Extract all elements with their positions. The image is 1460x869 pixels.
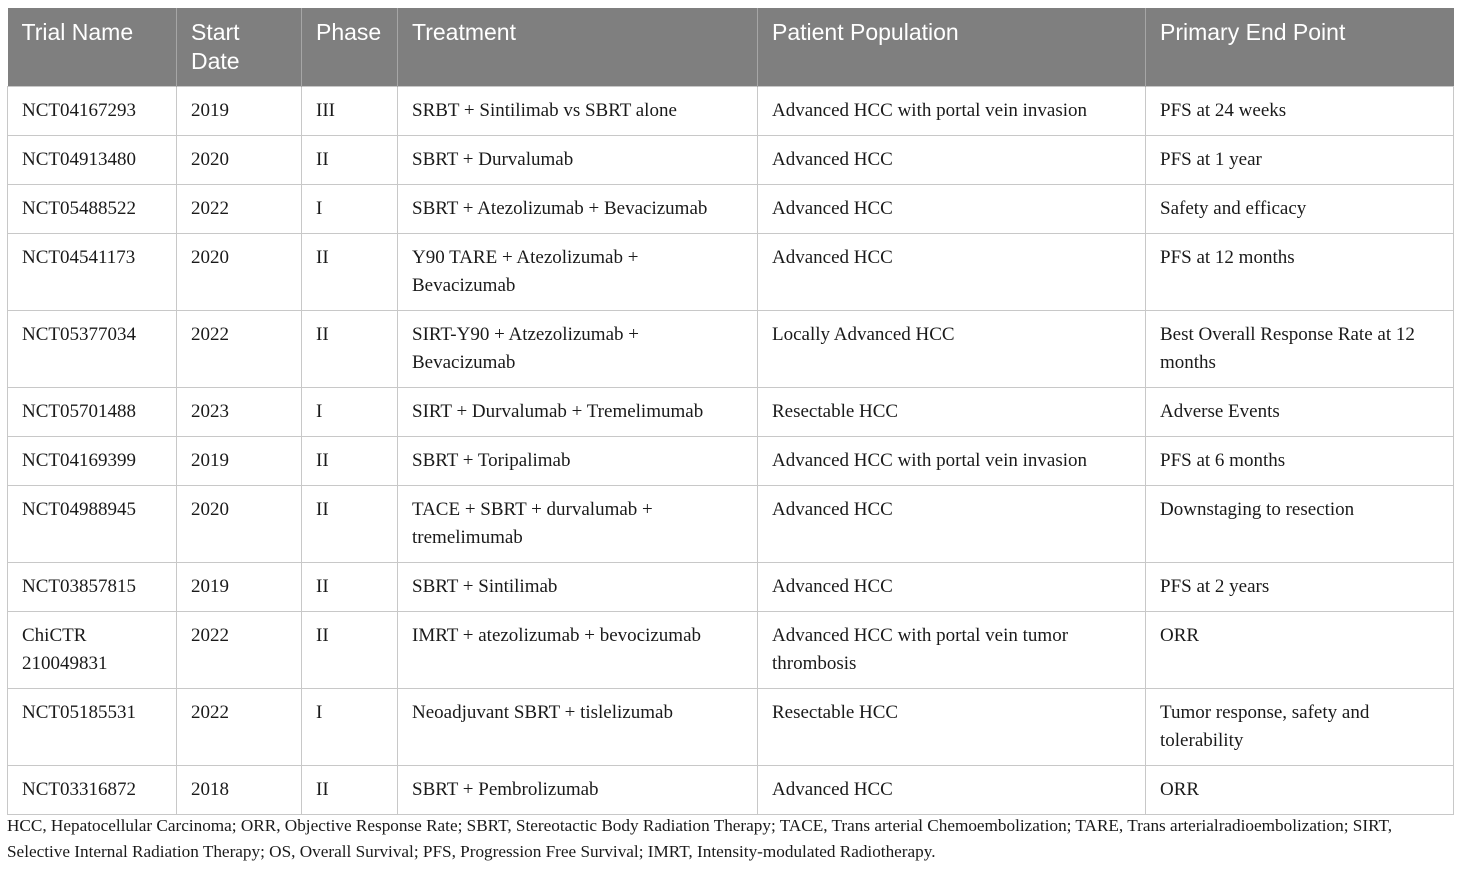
cell-trial-name: NCT04913480 — [8, 136, 177, 185]
cell-patient-population: Resectable HCC — [758, 689, 1146, 766]
cell-patient-population: Resectable HCC — [758, 388, 1146, 437]
header-row — [8, 8, 1454, 87]
table-row — [8, 486, 1454, 563]
table-row — [8, 437, 1454, 486]
cell-primary-end-point: PFS at 1 year — [1146, 136, 1454, 185]
header-phase: Phase — [302, 8, 398, 87]
cell-patient-population: Advanced HCC with portal vein invasion — [758, 437, 1146, 486]
cell-treatment: Y90 TARE + Atezolizumab + Bevacizumab — [398, 234, 758, 311]
cell-treatment: SIRT + Durvalumab + Tremelimumab — [398, 388, 758, 437]
cell-primary-end-point: Tumor response, safety and tolerability — [1146, 689, 1454, 766]
cell-start-date: 2022 — [177, 689, 302, 766]
table-row — [8, 563, 1454, 612]
header-treatment: Treatment — [398, 8, 758, 87]
cell-phase: II — [302, 136, 398, 185]
cell-patient-population: Advanced HCC with portal vein invasion — [758, 87, 1146, 136]
trials-table — [7, 8, 1454, 815]
cell-phase: II — [302, 612, 398, 689]
header-primary-end-point: Primary End Point — [1146, 8, 1454, 87]
cell-primary-end-point: Best Overall Response Rate at 12 months — [1146, 311, 1454, 388]
cell-treatment: SBRT + Atezolizumab + Bevacizumab — [398, 185, 758, 234]
table-row — [8, 185, 1454, 234]
cell-trial-name: NCT03316872 — [8, 766, 177, 815]
table-row — [8, 136, 1454, 185]
cell-trial-name: NCT05488522 — [8, 185, 177, 234]
table-row — [8, 311, 1454, 388]
cell-trial-name: NCT04988945 — [8, 486, 177, 563]
cell-treatment: SIRT-Y90 + Atzezolizumab + Bevacizumab — [398, 311, 758, 388]
cell-start-date: 2019 — [177, 87, 302, 136]
cell-phase: I — [302, 689, 398, 766]
table-row — [8, 87, 1454, 136]
cell-primary-end-point: Adverse Events — [1146, 388, 1454, 437]
cell-start-date: 2022 — [177, 185, 302, 234]
cell-primary-end-point: PFS at 12 months — [1146, 234, 1454, 311]
cell-phase: I — [302, 185, 398, 234]
header-trial-name: Trial Name — [8, 8, 177, 87]
cell-start-date: 2022 — [177, 612, 302, 689]
trials-table-container — [7, 8, 1453, 815]
cell-trial-name: ChiCTR 210049831 — [8, 612, 177, 689]
cell-primary-end-point: PFS at 6 months — [1146, 437, 1454, 486]
cell-phase: III — [302, 87, 398, 136]
cell-start-date: 2020 — [177, 234, 302, 311]
cell-treatment: SBRT + Durvalumab — [398, 136, 758, 185]
table-header — [8, 8, 1454, 87]
cell-phase: II — [302, 437, 398, 486]
table-row — [8, 689, 1454, 766]
cell-primary-end-point: PFS at 2 years — [1146, 563, 1454, 612]
cell-treatment: SBRT + Sintilimab — [398, 563, 758, 612]
cell-trial-name: NCT05701488 — [8, 388, 177, 437]
cell-patient-population: Advanced HCC with portal vein tumor thrombosis — [758, 612, 1146, 689]
cell-treatment: Neoadjuvant SBRT + tislelizumab — [398, 689, 758, 766]
cell-primary-end-point: ORR — [1146, 766, 1454, 815]
cell-start-date: 2020 — [177, 136, 302, 185]
cell-patient-population: Advanced HCC — [758, 234, 1146, 311]
cell-primary-end-point: ORR — [1146, 612, 1454, 689]
cell-start-date: 2022 — [177, 311, 302, 388]
cell-trial-name: NCT05377034 — [8, 311, 177, 388]
table-footnote: HCC, Hepatocellular Carcinoma; ORR, Objective Response Rate; SBRT, Stereotactic Body Radiation Therapy; TACE, Trans arterial Chemoembolization; TARE, Trans arterialradioembolization; SIRT, Selective Internal Radiation Therapy; OS, Overall Survival; PFS, Progression Free Survival; IMRT, Intensity-modulated Radiotherapy. — [7, 816, 1393, 861]
cell-primary-end-point: PFS at 24 weeks — [1146, 87, 1454, 136]
cell-phase: I — [302, 388, 398, 437]
cell-patient-population: Advanced HCC — [758, 766, 1146, 815]
cell-start-date: 2019 — [177, 437, 302, 486]
cell-patient-population: Locally Advanced HCC — [758, 311, 1146, 388]
cell-trial-name: NCT04167293 — [8, 87, 177, 136]
header-start-date: Start Date — [177, 8, 302, 87]
cell-patient-population: Advanced HCC — [758, 185, 1146, 234]
cell-patient-population: Advanced HCC — [758, 486, 1146, 563]
cell-phase: II — [302, 234, 398, 311]
cell-patient-population: Advanced HCC — [758, 563, 1146, 612]
cell-phase: II — [302, 563, 398, 612]
cell-trial-name: NCT04541173 — [8, 234, 177, 311]
cell-trial-name: NCT04169399 — [8, 437, 177, 486]
cell-treatment: SBRT + Toripalimab — [398, 437, 758, 486]
cell-phase: II — [302, 486, 398, 563]
cell-phase: II — [302, 766, 398, 815]
cell-treatment: SBRT + Pembrolizumab — [398, 766, 758, 815]
cell-treatment: SRBT + Sintilimab vs SBRT alone — [398, 87, 758, 136]
table-row — [8, 234, 1454, 311]
cell-trial-name: NCT05185531 — [8, 689, 177, 766]
cell-start-date: 2019 — [177, 563, 302, 612]
table-row — [8, 388, 1454, 437]
cell-phase: II — [302, 311, 398, 388]
table-row — [8, 766, 1454, 815]
cell-patient-population: Advanced HCC — [758, 136, 1146, 185]
header-patient-population: Patient Population — [758, 8, 1146, 87]
cell-primary-end-point: Downstaging to resection — [1146, 486, 1454, 563]
cell-primary-end-point: Safety and efficacy — [1146, 185, 1454, 234]
cell-treatment: IMRT + atezolizumab + bevocizumab — [398, 612, 758, 689]
cell-trial-name: NCT03857815 — [8, 563, 177, 612]
table-row — [8, 612, 1454, 689]
cell-start-date: 2018 — [177, 766, 302, 815]
cell-start-date: 2023 — [177, 388, 302, 437]
table-body — [8, 87, 1454, 815]
cell-treatment: TACE + SBRT + durvalumab + tremelimumab — [398, 486, 758, 563]
cell-start-date: 2020 — [177, 486, 302, 563]
